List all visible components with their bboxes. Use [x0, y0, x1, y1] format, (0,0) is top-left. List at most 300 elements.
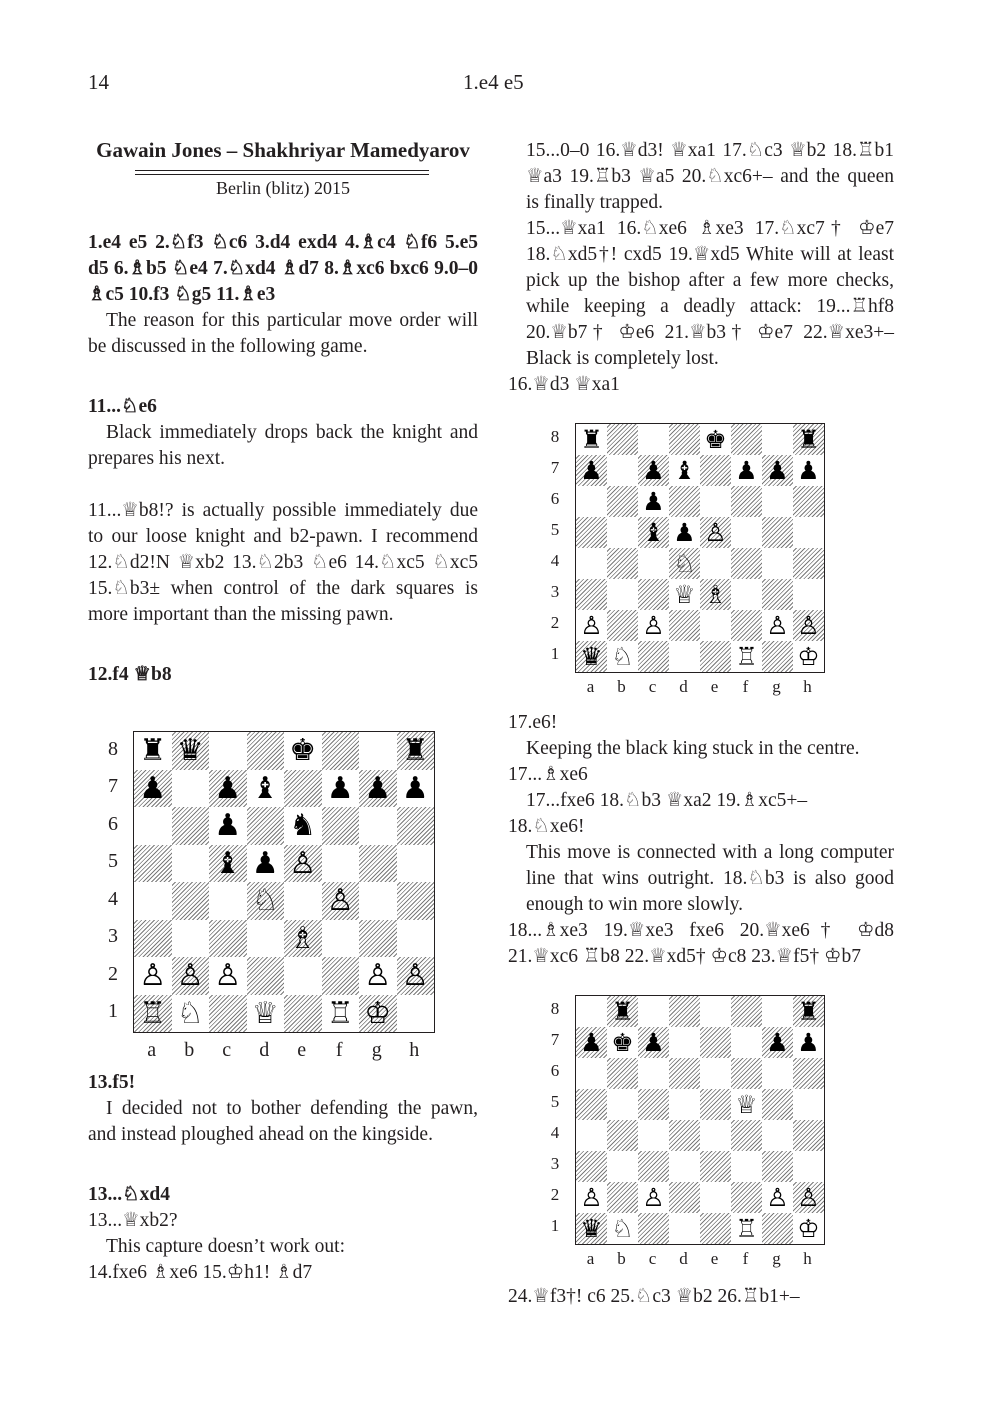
square-c6 — [638, 486, 669, 517]
square-f7 — [731, 1027, 762, 1058]
rank-label: 8 — [550, 426, 560, 446]
white-knight-icon: ♘ — [251, 883, 279, 919]
rank-label: 3 — [550, 1153, 560, 1173]
square-d1 — [669, 1213, 700, 1244]
square-c1 — [638, 641, 669, 672]
square-d6 — [669, 1058, 700, 1089]
paragraph-capture: This capture doesn’t work out: — [106, 1236, 346, 1257]
white-bishop-icon: ♗ — [704, 580, 727, 609]
square-c1 — [638, 1213, 669, 1244]
square-a4 — [576, 548, 607, 579]
file-label: g — [772, 1249, 781, 1268]
square-b3 — [172, 920, 210, 958]
square-h5 — [793, 517, 824, 548]
file-label: a — [586, 1249, 595, 1268]
square-h5 — [397, 845, 435, 883]
chess-board — [575, 423, 825, 673]
square-a4 — [134, 882, 172, 920]
square-h3 — [793, 579, 824, 610]
black-rook-icon: ♜ — [797, 997, 820, 1026]
square-h3 — [793, 1151, 824, 1182]
square-g8 — [359, 732, 397, 770]
square-f5 — [322, 845, 360, 883]
white-knight-icon: ♘ — [611, 642, 634, 671]
square-a2 — [576, 610, 607, 641]
rank-label: 5 — [550, 1091, 560, 1111]
black-king-icon: ♚ — [611, 1028, 634, 1057]
square-e4 — [700, 1120, 731, 1151]
page-number: 14 — [88, 70, 109, 94]
square-f3 — [322, 920, 360, 958]
square-d3 — [669, 1151, 700, 1182]
chess-board — [133, 731, 435, 1033]
main-moves: 1.e4 e5 2.♘f3 ♘c6 3.d4 exd4 4.♗c4 ♘f6 5.e5 d5 6.♗b5 ♘e4 7.♘xd4 ♗d7 8.♗xc6 bxc6 9.0–0 ♗c5 10.f3 ♘g5 11.♗e3 — [88, 232, 478, 305]
rank-label: 6 — [550, 488, 560, 508]
file-label: f — [742, 1249, 749, 1268]
square-a2 — [134, 957, 172, 995]
running-title: 1.e4 e5 — [463, 70, 524, 94]
square-h7 — [793, 455, 824, 486]
square-a6 — [576, 1058, 607, 1089]
square-f8 — [731, 996, 762, 1027]
black-king-icon: ♚ — [704, 425, 727, 454]
black-pawn-icon: ♟ — [642, 456, 665, 485]
file-label: b — [617, 1249, 626, 1268]
square-c3 — [209, 920, 247, 958]
square-g6 — [762, 1058, 793, 1089]
file-label: d — [259, 1039, 270, 1061]
black-pawn-icon: ♟ — [364, 770, 392, 806]
square-f3 — [731, 1151, 762, 1182]
black-rook-icon: ♜ — [580, 425, 603, 454]
move-16: 16.♕d3 ♕xa1 — [508, 374, 620, 395]
white-pawn-icon: ♙ — [326, 883, 354, 919]
file-label: b — [617, 677, 626, 696]
square-b2 — [607, 1182, 638, 1213]
white-pawn-icon: ♙ — [642, 1183, 665, 1212]
square-c8 — [638, 424, 669, 455]
square-d5 — [247, 845, 285, 883]
right-variation-2: 15...♕xa1 16.♘xe6 ♗xe3 17.♘xc7† ♔e7 18.♘xd5†! cxd5 19.♕xd5 White will at least pick up the bishop after a few more checks, while keeping a deadly attack: 19...♖hf8 20.♕b7† ♔e6 21.♕b3† ♔e7 22.♕xe3+– Black is completely lost. — [526, 218, 894, 369]
square-e5 — [284, 845, 322, 883]
white-queen-icon: ♕ — [673, 580, 696, 609]
square-d4 — [247, 882, 285, 920]
rank-label: 6 — [108, 812, 118, 835]
white-pawn-icon: ♙ — [766, 1183, 789, 1212]
rank-label: 7 — [550, 1029, 560, 1049]
file-label: g — [772, 677, 781, 696]
move-18: 18.♘xe6! — [508, 816, 585, 837]
square-b2 — [607, 610, 638, 641]
square-c4 — [638, 548, 669, 579]
square-f7 — [731, 455, 762, 486]
square-g8 — [762, 996, 793, 1027]
square-d2 — [669, 1182, 700, 1213]
white-rook-icon: ♖ — [139, 995, 167, 1031]
black-pawn-icon: ♟ — [642, 487, 665, 516]
variation-17: 17...fxe6 18.♘b3 ♕xa2 19.♗xc5+– — [526, 790, 808, 811]
square-g1 — [762, 1213, 793, 1244]
file-label: c — [648, 677, 657, 696]
white-queen-icon: ♕ — [735, 1090, 758, 1119]
square-c3 — [638, 579, 669, 610]
square-g1 — [359, 995, 397, 1033]
paragraph-move-order: The reason for this particular move order will be discussed in the following game. — [88, 310, 478, 357]
black-rook-icon: ♜ — [139, 733, 167, 769]
square-a1 — [134, 995, 172, 1033]
square-a5 — [134, 845, 172, 883]
square-b8 — [607, 424, 638, 455]
rank-label: 4 — [550, 550, 560, 570]
black-pawn-icon: ♟ — [251, 845, 279, 881]
square-h7 — [793, 1027, 824, 1058]
square-e8 — [700, 996, 731, 1027]
square-g1 — [762, 641, 793, 672]
square-d4 — [669, 1120, 700, 1151]
square-e5 — [700, 517, 731, 548]
black-pawn-icon: ♟ — [797, 456, 820, 485]
file-label: f — [335, 1039, 343, 1061]
file-label: b — [184, 1039, 195, 1061]
rank-label: 1 — [550, 1215, 560, 1235]
square-e1 — [700, 641, 731, 672]
square-c6 — [209, 807, 247, 845]
square-b4 — [607, 548, 638, 579]
right-column-mid — [508, 710, 894, 970]
black-rook-icon: ♜ — [797, 425, 820, 454]
square-b3 — [607, 579, 638, 610]
square-g4 — [359, 882, 397, 920]
square-b2 — [172, 957, 210, 995]
square-g5 — [359, 845, 397, 883]
square-e4 — [284, 882, 322, 920]
black-bishop-icon: ♝ — [642, 518, 665, 547]
square-h5 — [793, 1089, 824, 1120]
move-13: 13.f5! — [88, 1072, 136, 1093]
black-queen-icon: ♛ — [580, 1214, 603, 1243]
square-d2 — [669, 610, 700, 641]
square-g8 — [762, 424, 793, 455]
black-pawn-icon: ♟ — [401, 770, 429, 806]
square-g2 — [762, 610, 793, 641]
square-e1 — [284, 995, 322, 1033]
square-f5 — [731, 517, 762, 548]
file-label: e — [710, 677, 719, 696]
file-label: d — [679, 677, 688, 696]
black-pawn-icon: ♟ — [580, 1028, 603, 1057]
black-pawn-icon: ♟ — [326, 770, 354, 806]
square-e3 — [700, 579, 731, 610]
square-a6 — [134, 807, 172, 845]
square-h1 — [793, 641, 824, 672]
square-f2 — [731, 610, 762, 641]
black-rook-icon: ♜ — [401, 733, 429, 769]
file-label: h — [803, 677, 812, 696]
square-a8 — [576, 996, 607, 1027]
white-bishop-icon: ♗ — [289, 920, 317, 956]
square-h2 — [793, 1182, 824, 1213]
white-pawn-icon: ♙ — [797, 611, 820, 640]
square-a3 — [576, 1151, 607, 1182]
file-label: e — [297, 1039, 307, 1061]
rank-label: 3 — [108, 925, 118, 948]
square-h4 — [397, 882, 435, 920]
moves-24-26: 24.♕f3†! c6 25.♘c3 ♕b2 26.♖b1+– — [508, 1286, 800, 1307]
black-pawn-icon: ♟ — [214, 808, 242, 844]
white-rook-icon: ♖ — [735, 1214, 758, 1243]
square-d5 — [669, 1089, 700, 1120]
square-b6 — [607, 1058, 638, 1089]
square-c2 — [638, 610, 669, 641]
rank-label: 1 — [550, 643, 560, 663]
square-c5 — [638, 1089, 669, 1120]
square-b5 — [607, 1089, 638, 1120]
square-f4 — [731, 1120, 762, 1151]
square-d3 — [669, 579, 700, 610]
square-c2 — [638, 1182, 669, 1213]
square-a5 — [576, 517, 607, 548]
square-a1 — [576, 1213, 607, 1244]
square-g3 — [762, 579, 793, 610]
white-rook-icon: ♖ — [326, 995, 354, 1031]
white-pawn-icon: ♙ — [642, 611, 665, 640]
square-c3 — [638, 1151, 669, 1182]
black-pawn-icon: ♟ — [766, 1028, 789, 1057]
rank-label: 2 — [108, 962, 118, 985]
square-e7 — [700, 1027, 731, 1058]
white-king-icon: ♔ — [364, 995, 392, 1031]
square-f2 — [322, 957, 360, 995]
white-pawn-icon: ♙ — [766, 611, 789, 640]
square-d1 — [669, 641, 700, 672]
square-c7 — [638, 1027, 669, 1058]
square-a8 — [576, 424, 607, 455]
square-f2 — [731, 1182, 762, 1213]
black-king-icon: ♚ — [289, 733, 317, 769]
rank-label: 2 — [550, 1184, 560, 1204]
square-f4 — [322, 882, 360, 920]
black-bishop-icon: ♝ — [251, 770, 279, 806]
square-f7 — [322, 770, 360, 808]
variation-14: 14.fxe6 ♗xe6 15.♔h1! ♗d7 — [88, 1262, 313, 1283]
file-label: c — [648, 1249, 657, 1268]
white-knight-icon: ♘ — [611, 1214, 634, 1243]
square-f8 — [322, 732, 360, 770]
square-h6 — [793, 1058, 824, 1089]
black-pawn-icon: ♟ — [673, 518, 696, 547]
square-g2 — [359, 957, 397, 995]
paragraph-knight: Black immediately drops back the knight and prepares his next. — [88, 422, 478, 469]
square-d8 — [247, 732, 285, 770]
square-h8 — [397, 732, 435, 770]
square-e8 — [284, 732, 322, 770]
white-king-icon: ♔ — [797, 1214, 820, 1243]
square-d2 — [247, 957, 285, 995]
square-f1 — [731, 641, 762, 672]
paragraph-computer-line: This move is connected with a long computer line that wins outright. 18.♘b3 is also good enough to win more slowly. — [526, 842, 894, 915]
move-13b: 13...♘xd4 — [88, 1184, 170, 1205]
moves-18-23: 18...♗xe3 19.♕xe3 fxe6 20.♕xe6† ♔d8 21.♕xc6 ♖b8 22.♕xd5† ♔c8 23.♕f5† ♔b7 — [508, 920, 894, 967]
square-c8 — [638, 996, 669, 1027]
white-pawn-icon: ♙ — [580, 1183, 603, 1212]
square-e6 — [284, 807, 322, 845]
square-h1 — [397, 995, 435, 1033]
square-g3 — [359, 920, 397, 958]
rank-label: 2 — [550, 612, 560, 632]
file-label: h — [803, 1249, 812, 1268]
square-g6 — [762, 486, 793, 517]
rank-label: 7 — [108, 775, 118, 798]
square-e1 — [700, 1213, 731, 1244]
left-column — [88, 230, 478, 688]
square-h2 — [793, 610, 824, 641]
square-b6 — [607, 486, 638, 517]
square-a7 — [576, 455, 607, 486]
paragraph-king-centre: Keeping the black king stuck in the centre. — [526, 738, 860, 759]
square-c7 — [209, 770, 247, 808]
square-e2 — [700, 1182, 731, 1213]
square-f3 — [731, 579, 762, 610]
white-pawn-icon: ♙ — [797, 1183, 820, 1212]
square-h4 — [793, 1120, 824, 1151]
square-b7 — [172, 770, 210, 808]
square-d8 — [669, 996, 700, 1027]
square-b5 — [172, 845, 210, 883]
chess-board — [575, 995, 825, 1245]
square-f6 — [731, 486, 762, 517]
square-c5 — [209, 845, 247, 883]
square-a1 — [576, 641, 607, 672]
square-f5 — [731, 1089, 762, 1120]
square-g2 — [762, 1182, 793, 1213]
black-rook-icon: ♜ — [611, 997, 634, 1026]
square-d4 — [669, 548, 700, 579]
move-17b: 17...♗xe6 — [508, 764, 588, 785]
square-g7 — [762, 455, 793, 486]
square-e3 — [700, 1151, 731, 1182]
rank-label: 4 — [108, 887, 118, 910]
square-b4 — [172, 882, 210, 920]
square-b6 — [172, 807, 210, 845]
white-pawn-icon: ♙ — [364, 958, 392, 994]
paragraph-kingside: I decided not to bother defending the pawn, and instead ploughed ahead on the kingside. — [88, 1098, 478, 1145]
black-pawn-icon: ♟ — [766, 456, 789, 485]
black-bishop-icon: ♝ — [214, 845, 242, 881]
square-a7 — [134, 770, 172, 808]
square-f8 — [731, 424, 762, 455]
square-c2 — [209, 957, 247, 995]
file-label: g — [371, 1039, 382, 1061]
white-pawn-icon: ♙ — [580, 611, 603, 640]
square-c5 — [638, 517, 669, 548]
white-pawn-icon: ♙ — [176, 958, 204, 994]
white-queen-icon: ♕ — [251, 995, 279, 1031]
file-label: a — [147, 1039, 157, 1061]
rank-label: 1 — [108, 1000, 118, 1023]
square-a5 — [576, 1089, 607, 1120]
square-h2 — [397, 957, 435, 995]
square-a6 — [576, 486, 607, 517]
black-bishop-icon: ♝ — [673, 456, 696, 485]
square-g6 — [359, 807, 397, 845]
square-b1 — [172, 995, 210, 1033]
rank-label: 3 — [550, 581, 560, 601]
square-a7 — [576, 1027, 607, 1058]
move-12: 12.f4 ♕b8 — [88, 664, 172, 685]
rank-label: 8 — [108, 737, 118, 760]
square-c1 — [209, 995, 247, 1033]
square-b5 — [607, 517, 638, 548]
square-c8 — [209, 732, 247, 770]
square-h3 — [397, 920, 435, 958]
rank-label: 4 — [550, 1122, 560, 1142]
square-a2 — [576, 1182, 607, 1213]
black-pawn-icon: ♟ — [797, 1028, 820, 1057]
event-line: Berlin (blitz) 2015 — [216, 178, 350, 198]
square-e7 — [700, 455, 731, 486]
black-queen-icon: ♛ — [176, 733, 204, 769]
square-f1 — [322, 995, 360, 1033]
square-d6 — [247, 807, 285, 845]
black-pawn-icon: ♟ — [642, 1028, 665, 1057]
left-column-lower — [88, 1070, 478, 1286]
square-d3 — [247, 920, 285, 958]
white-pawn-icon: ♙ — [704, 518, 727, 547]
square-h8 — [793, 424, 824, 455]
move-17: 17.e6! — [508, 712, 558, 733]
square-a3 — [134, 920, 172, 958]
square-d6 — [669, 486, 700, 517]
black-queen-icon: ♛ — [580, 642, 603, 671]
white-knight-icon: ♘ — [176, 995, 204, 1031]
square-c6 — [638, 1058, 669, 1089]
file-label: a — [586, 677, 595, 696]
square-b7 — [607, 1027, 638, 1058]
title-rule-top — [135, 170, 429, 171]
black-pawn-icon: ♟ — [580, 456, 603, 485]
square-e7 — [284, 770, 322, 808]
rank-label: 5 — [108, 850, 118, 873]
black-pawn-icon: ♟ — [214, 770, 242, 806]
square-e6 — [700, 1058, 731, 1089]
square-h7 — [397, 770, 435, 808]
square-d8 — [669, 424, 700, 455]
square-d7 — [669, 455, 700, 486]
file-label: e — [710, 1249, 719, 1268]
paragraph-variation-11: 11...♕b8!? is actually possible immediately due to our loose knight and b2-pawn. I recommend 12.♘d2!N ♕xb2 13.♘2b3 ♘e6 14.♘xc5 ♘xc5 15.♘b3± when control of the dark squares is more important than the missing pawn. — [88, 500, 478, 625]
black-pawn-icon: ♟ — [139, 770, 167, 806]
file-label: f — [742, 677, 749, 696]
rank-label: 6 — [550, 1060, 560, 1080]
square-e4 — [700, 548, 731, 579]
square-c4 — [209, 882, 247, 920]
move-11: 11...♘e6 — [88, 396, 157, 417]
white-knight-icon: ♘ — [673, 549, 696, 578]
square-g4 — [762, 1120, 793, 1151]
square-g7 — [762, 1027, 793, 1058]
square-e8 — [700, 424, 731, 455]
square-b8 — [172, 732, 210, 770]
square-g3 — [762, 1151, 793, 1182]
square-e2 — [284, 957, 322, 995]
square-g4 — [762, 548, 793, 579]
square-h1 — [793, 1213, 824, 1244]
variation-13: 13...♕xb2? — [88, 1210, 178, 1231]
square-f6 — [731, 1058, 762, 1089]
rank-label: 7 — [550, 457, 560, 477]
square-f6 — [322, 807, 360, 845]
white-pawn-icon: ♙ — [289, 845, 317, 881]
